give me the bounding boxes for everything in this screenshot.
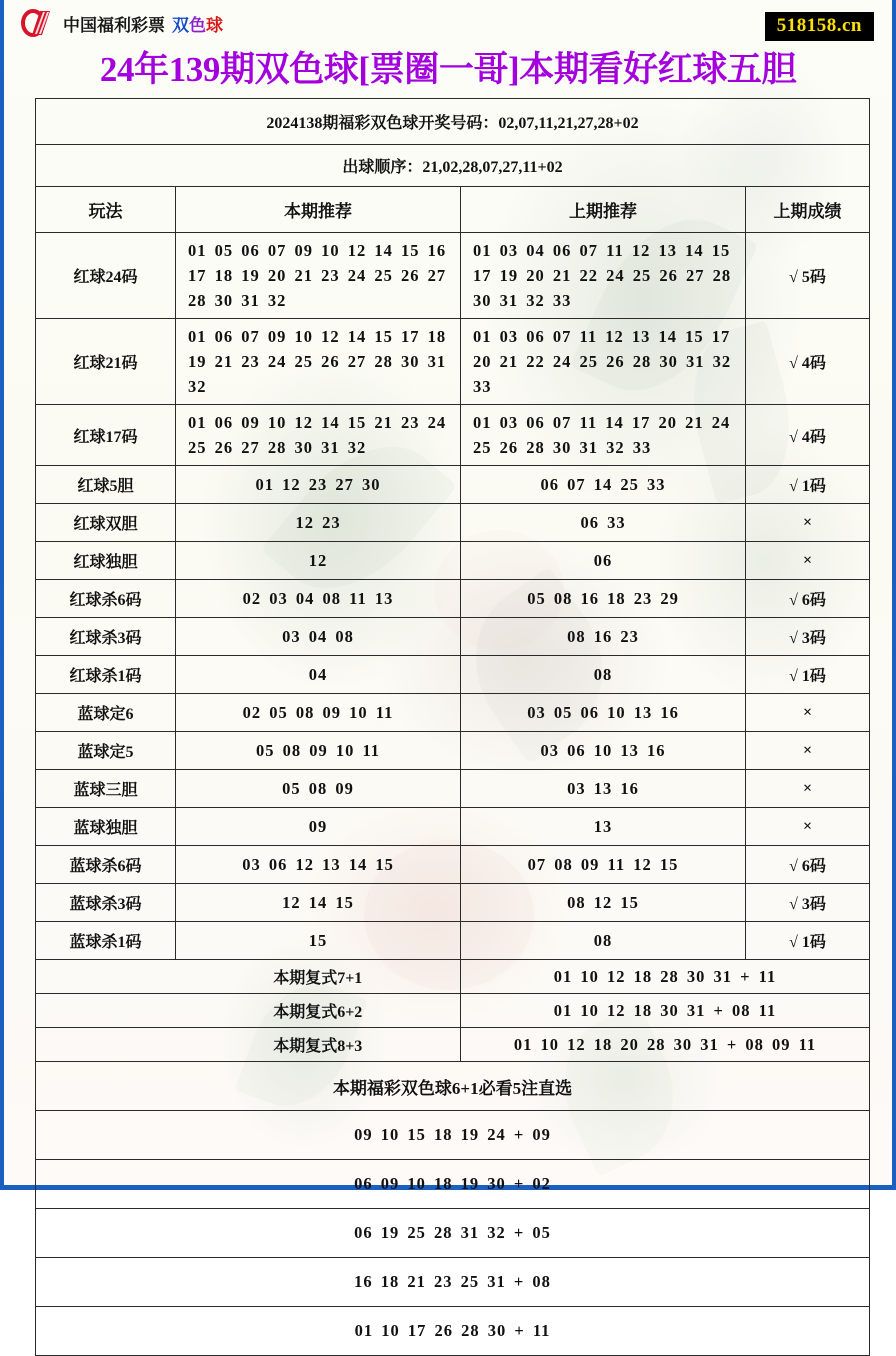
previous-recommendation: 13 <box>461 808 746 846</box>
previous-result: √ 3码 <box>746 618 870 656</box>
page-title: 24年139期双色球[票圈一哥]本期看好红球五胆 <box>99 50 797 89</box>
section-title-text: 本期福彩双色球6+1必看5注直选 <box>36 1062 870 1111</box>
table-row <box>36 732 870 770</box>
previous-recommendation: 03 06 10 13 16 <box>461 732 746 770</box>
table-row <box>36 694 870 732</box>
combination-spacer <box>36 994 176 1028</box>
draw-number-row <box>36 98 870 144</box>
final-pick-numbers: 09 10 15 18 19 24 + 09 <box>36 1111 870 1160</box>
previous-recommendation: 01 03 04 06 07 11 12 13 14 15 17 19 20 21 22 24 25 26 27 28 30 31 32 33 <box>461 232 746 318</box>
final-pick-numbers: 06 19 25 28 31 32 + 05 <box>36 1209 870 1258</box>
table-row <box>36 922 870 960</box>
previous-recommendation: 05 08 16 18 23 29 <box>461 580 746 618</box>
previous-result: × <box>746 504 870 542</box>
previous-recommendation: 03 05 06 10 13 16 <box>461 694 746 732</box>
previous-recommendation: 08 16 23 <box>461 618 746 656</box>
column-header-result: 上期成绩 <box>746 186 870 232</box>
playtype-label: 蓝球定5 <box>36 732 176 770</box>
column-header-playtype: 玩法 <box>36 186 176 232</box>
previous-recommendation: 08 <box>461 656 746 694</box>
current-recommendation: 15 <box>176 922 461 960</box>
previous-recommendation: 08 12 15 <box>461 884 746 922</box>
current-recommendation: 05 08 09 10 11 <box>176 732 461 770</box>
playtype-label: 红球杀6码 <box>36 580 176 618</box>
playtype-label: 红球杀1码 <box>36 656 176 694</box>
current-recommendation: 03 04 08 <box>176 618 461 656</box>
previous-result: √ 3码 <box>746 884 870 922</box>
combination-numbers: 01 10 12 18 30 31 + 08 11 <box>461 994 870 1028</box>
playtype-label: 蓝球杀6码 <box>36 846 176 884</box>
site-url-badge: 518158.cn <box>765 12 874 41</box>
playtype-label: 蓝球杀3码 <box>36 884 176 922</box>
table-row <box>36 580 870 618</box>
previous-result: √ 4码 <box>746 318 870 404</box>
current-recommendation: 12 23 <box>176 504 461 542</box>
previous-result: × <box>746 694 870 732</box>
previous-recommendation: 01 03 06 07 11 12 13 14 15 17 20 21 22 24 25 26 28 30 31 32 33 <box>461 318 746 404</box>
current-recommendation: 01 06 09 10 12 14 15 21 23 24 25 26 27 28 30 31 32 <box>176 405 461 466</box>
combination-numbers: 01 10 12 18 20 28 30 31 + 08 09 11 <box>461 1028 870 1062</box>
table-row <box>36 656 870 694</box>
previous-recommendation: 06 33 <box>461 504 746 542</box>
previous-recommendation: 01 03 06 07 11 14 17 20 21 24 25 26 28 30 31 32 33 <box>461 405 746 466</box>
table-row <box>36 405 870 466</box>
playtype-label: 红球杀3码 <box>36 618 176 656</box>
top-bar <box>4 0 892 52</box>
ball-order-row <box>36 144 870 186</box>
previous-result: × <box>746 542 870 580</box>
playtype-label: 红球双胆 <box>36 504 176 542</box>
table-row <box>36 846 870 884</box>
final-pick-row <box>36 1160 870 1209</box>
current-recommendation: 01 05 06 07 09 10 12 14 15 16 17 18 19 20 21 23 24 25 26 27 28 30 31 32 <box>176 232 461 318</box>
previous-result: × <box>746 770 870 808</box>
previous-result: √ 1码 <box>746 656 870 694</box>
logo-char-shuang: 双 <box>172 15 189 35</box>
combination-row <box>36 1028 870 1062</box>
table-row <box>36 232 870 318</box>
cwl-logo-icon <box>22 8 56 38</box>
current-recommendation: 05 08 09 <box>176 770 461 808</box>
table-row <box>36 618 870 656</box>
final-pick-numbers: 16 18 21 23 25 31 + 08 <box>36 1258 870 1307</box>
previous-recommendation: 06 07 14 25 33 <box>461 466 746 504</box>
logo-text-chinese-welfare-lottery: 中国福利彩票 <box>63 15 165 35</box>
current-recommendation: 12 <box>176 542 461 580</box>
column-header-previous: 上期推荐 <box>461 186 746 232</box>
previous-result: √ 1码 <box>746 466 870 504</box>
combination-spacer <box>36 1028 176 1062</box>
current-recommendation: 02 05 08 09 10 11 <box>176 694 461 732</box>
prediction-table-wrapper <box>35 98 861 1356</box>
final-pick-numbers: 06 09 10 18 19 30 + 02 <box>36 1160 870 1209</box>
final-pick-row <box>36 1111 870 1160</box>
previous-recommendation: 03 13 16 <box>461 770 746 808</box>
playtype-label: 红球17码 <box>36 405 176 466</box>
current-recommendation: 01 12 23 27 30 <box>176 466 461 504</box>
section-title-row <box>36 1062 870 1111</box>
combination-row <box>36 960 870 994</box>
ball-order-text: 出球顺序：21,02,28,07,27,11+02 <box>36 144 870 186</box>
table-row <box>36 808 870 846</box>
combination-row <box>36 994 870 1028</box>
current-recommendation: 04 <box>176 656 461 694</box>
playtype-label: 蓝球三胆 <box>36 770 176 808</box>
combination-label: 本期复式7+1 <box>176 960 461 994</box>
column-header-row <box>36 186 870 232</box>
combination-label: 本期复式8+3 <box>176 1028 461 1062</box>
playtype-label: 红球24码 <box>36 232 176 318</box>
playtype-label: 蓝球独胆 <box>36 808 176 846</box>
current-recommendation: 03 06 12 13 14 15 <box>176 846 461 884</box>
logo-char-qiu: 球 <box>206 15 223 35</box>
previous-result: √ 4码 <box>746 405 870 466</box>
playtype-label: 红球5胆 <box>36 466 176 504</box>
final-pick-row <box>36 1258 870 1307</box>
previous-result: √ 1码 <box>746 922 870 960</box>
previous-recommendation: 06 <box>461 542 746 580</box>
previous-result: √ 5码 <box>746 232 870 318</box>
logo-text-shuangseqiu <box>172 11 223 36</box>
table-row <box>36 770 870 808</box>
playtype-label: 红球独胆 <box>36 542 176 580</box>
table-row <box>36 318 870 404</box>
final-pick-row <box>36 1307 870 1356</box>
table-row <box>36 884 870 922</box>
column-header-current: 本期推荐 <box>176 186 461 232</box>
playtype-label: 红球21码 <box>36 318 176 404</box>
final-pick-row <box>36 1209 870 1258</box>
draw-number-text: 2024138期福彩双色球开奖号码：02,07,11,21,27,28+02 <box>36 98 870 144</box>
current-recommendation: 02 03 04 08 11 13 <box>176 580 461 618</box>
prediction-table <box>35 98 870 1356</box>
table-row <box>36 542 870 580</box>
previous-recommendation: 07 08 09 11 12 15 <box>461 846 746 884</box>
previous-result: × <box>746 808 870 846</box>
previous-result: × <box>746 732 870 770</box>
current-recommendation: 09 <box>176 808 461 846</box>
previous-recommendation: 08 <box>461 922 746 960</box>
playtype-label: 蓝球杀1码 <box>36 922 176 960</box>
table-body <box>36 98 870 1356</box>
combination-spacer <box>36 960 176 994</box>
combination-numbers: 01 10 12 18 28 30 31 + 11 <box>461 960 870 994</box>
welfare-lottery-logo <box>22 8 223 38</box>
current-recommendation: 12 14 15 <box>176 884 461 922</box>
logo-char-se: 色 <box>189 15 206 35</box>
combination-label: 本期复式6+2 <box>176 994 461 1028</box>
playtype-label: 蓝球定6 <box>36 694 176 732</box>
previous-result: √ 6码 <box>746 580 870 618</box>
previous-result: √ 6码 <box>746 846 870 884</box>
current-recommendation: 01 06 07 09 10 12 14 15 17 18 19 21 23 24 25 26 27 28 30 31 32 <box>176 318 461 404</box>
final-pick-numbers: 01 10 17 26 28 30 + 11 <box>36 1307 870 1356</box>
table-row <box>36 466 870 504</box>
table-row <box>36 504 870 542</box>
